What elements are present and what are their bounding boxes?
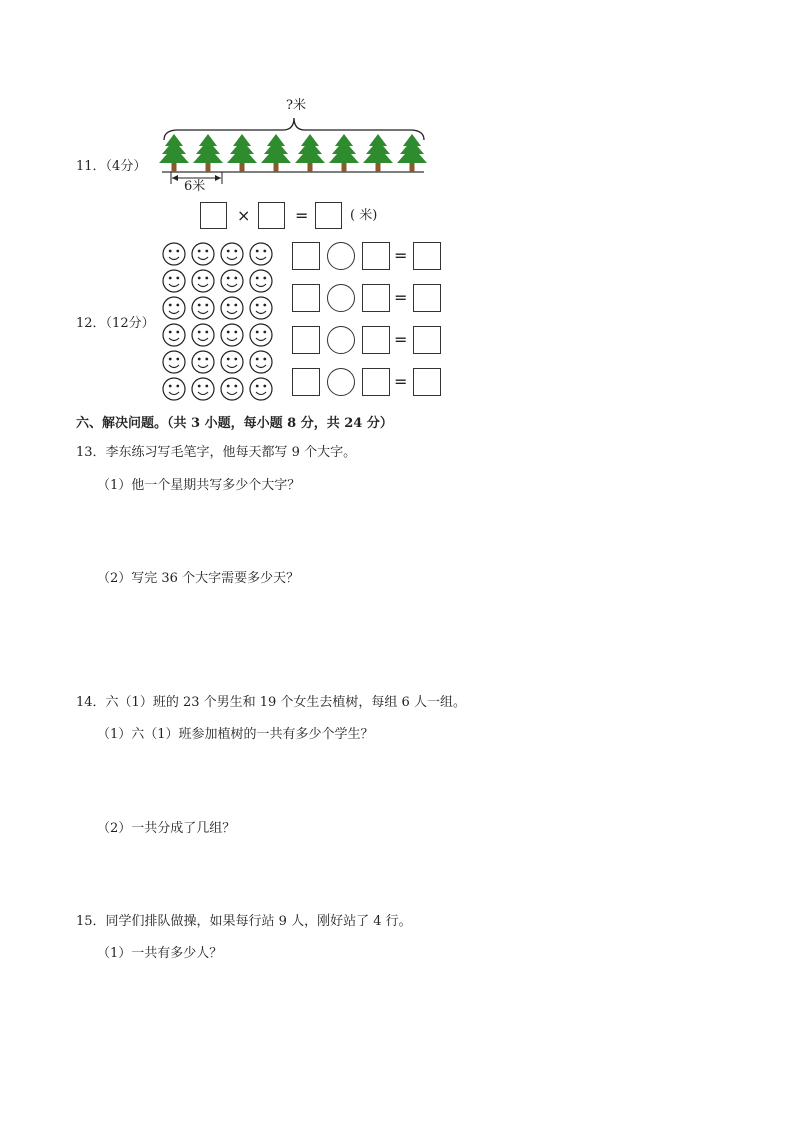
- smiley-face-icon: [250, 270, 272, 292]
- smiley-face-icon: [163, 243, 185, 265]
- q14-part1-answer-area[interactable]: [97, 749, 697, 809]
- equation-row: [290, 284, 450, 314]
- q13-part2-answer-area[interactable]: [97, 593, 697, 683]
- equals-sign: =: [394, 330, 408, 349]
- operator-circle[interactable]: [327, 284, 355, 312]
- q11-answer-box-1[interactable]: [200, 202, 227, 229]
- q11-spacing-label: 6米: [184, 179, 206, 194]
- smiley-face-icon: [250, 297, 272, 319]
- smiley-face-icon: [163, 297, 185, 319]
- q11-times-sign: ×: [237, 206, 251, 225]
- smiley-face-icon: [221, 351, 243, 373]
- q11-figure: [158, 98, 430, 238]
- smiley-face-icon: [192, 324, 214, 346]
- q14-part1: （1）六（1）班参加植树的一共有多少个学生？: [97, 727, 374, 742]
- q11-unit-label: ( 米): [350, 208, 378, 223]
- tree-icon: [329, 134, 359, 172]
- result-box[interactable]: [413, 326, 441, 354]
- operator-circle[interactable]: [327, 242, 355, 270]
- smiley-face-icon: [221, 378, 243, 400]
- answer-box[interactable]: [292, 284, 320, 312]
- q12-smiley-faces-grid: [160, 240, 280, 406]
- smiley-face-icon: [192, 378, 214, 400]
- equation-row: [290, 242, 450, 272]
- smiley-face-icon: [163, 378, 185, 400]
- tree-icon: [397, 134, 427, 172]
- smiley-face-icon: [250, 378, 272, 400]
- tree-icon: [193, 134, 223, 172]
- smiley-face-icon: [163, 351, 185, 373]
- smiley-face-icon: [250, 324, 272, 346]
- answer-box[interactable]: [292, 242, 320, 270]
- smiley-face-icon: [192, 351, 214, 373]
- smiley-face-icon: [192, 297, 214, 319]
- q12-equations: [290, 242, 450, 402]
- tree-icon: [159, 134, 189, 172]
- q11-answer-box-2[interactable]: [258, 202, 285, 229]
- smiley-face-icon: [192, 270, 214, 292]
- q15-part1-answer-area[interactable]: [97, 968, 697, 1068]
- smiley-face-icon: [250, 243, 272, 265]
- q11-equals-sign: =: [295, 206, 309, 225]
- q13-stem: 13．李东练习写毛笔字，他每天都写 9 个大字。: [76, 445, 357, 460]
- equation-row: [290, 368, 450, 398]
- q15-stem: 15．同学们排队做操，如果每行站 9 人，刚好站了 4 行。: [76, 914, 412, 929]
- answer-box[interactable]: [292, 368, 320, 396]
- smiley-face-icon: [250, 351, 272, 373]
- result-box[interactable]: [413, 368, 441, 396]
- q15-part1: （1）一共有多少人？: [97, 946, 223, 961]
- equals-sign: =: [394, 288, 408, 307]
- q12-number: 12．（12分）: [76, 316, 155, 331]
- smiley-face-icon: [192, 243, 214, 265]
- answer-box[interactable]: [362, 284, 390, 312]
- answer-box[interactable]: [362, 242, 390, 270]
- equals-sign: =: [394, 246, 408, 265]
- smiley-face-icon: [163, 324, 185, 346]
- result-box[interactable]: [413, 284, 441, 312]
- q14-part2: （2）一共分成了几组？: [97, 821, 236, 836]
- smiley-face-icon: [221, 324, 243, 346]
- answer-box[interactable]: [362, 326, 390, 354]
- q13-part2: （2）写完 36 个大字需要多少天？: [97, 571, 300, 586]
- q13-part1: （1）他一个星期共写多少个大字？: [97, 478, 301, 493]
- smiley-face-icon: [221, 270, 243, 292]
- smiley-face-icon: [221, 297, 243, 319]
- q13-part1-answer-area[interactable]: [97, 500, 697, 560]
- equals-sign: =: [394, 372, 408, 391]
- q11-total-length-label: ?米: [286, 98, 306, 113]
- result-box[interactable]: [413, 242, 441, 270]
- operator-circle[interactable]: [327, 326, 355, 354]
- tree-icon: [227, 134, 257, 172]
- q11-answer-box-3[interactable]: [315, 202, 342, 229]
- q11-number: 11．（4分）: [76, 159, 147, 174]
- smiley-face-icon: [221, 243, 243, 265]
- operator-circle[interactable]: [327, 368, 355, 396]
- answer-box[interactable]: [362, 368, 390, 396]
- tree-icon: [363, 134, 393, 172]
- q14-part2-answer-area[interactable]: [97, 843, 697, 903]
- smiley-face-icon: [163, 270, 185, 292]
- section-heading: 六、解决问题。（共 3 小题，每小题 8 分，共 24 分）: [76, 416, 393, 431]
- equation-row: [290, 326, 450, 356]
- q14-stem: 14．六（1）班的 23 个男生和 19 个女生去植树，每组 6 人一组。: [76, 695, 466, 710]
- tree-icon: [295, 134, 325, 172]
- answer-box[interactable]: [292, 326, 320, 354]
- tree-icon: [261, 134, 291, 172]
